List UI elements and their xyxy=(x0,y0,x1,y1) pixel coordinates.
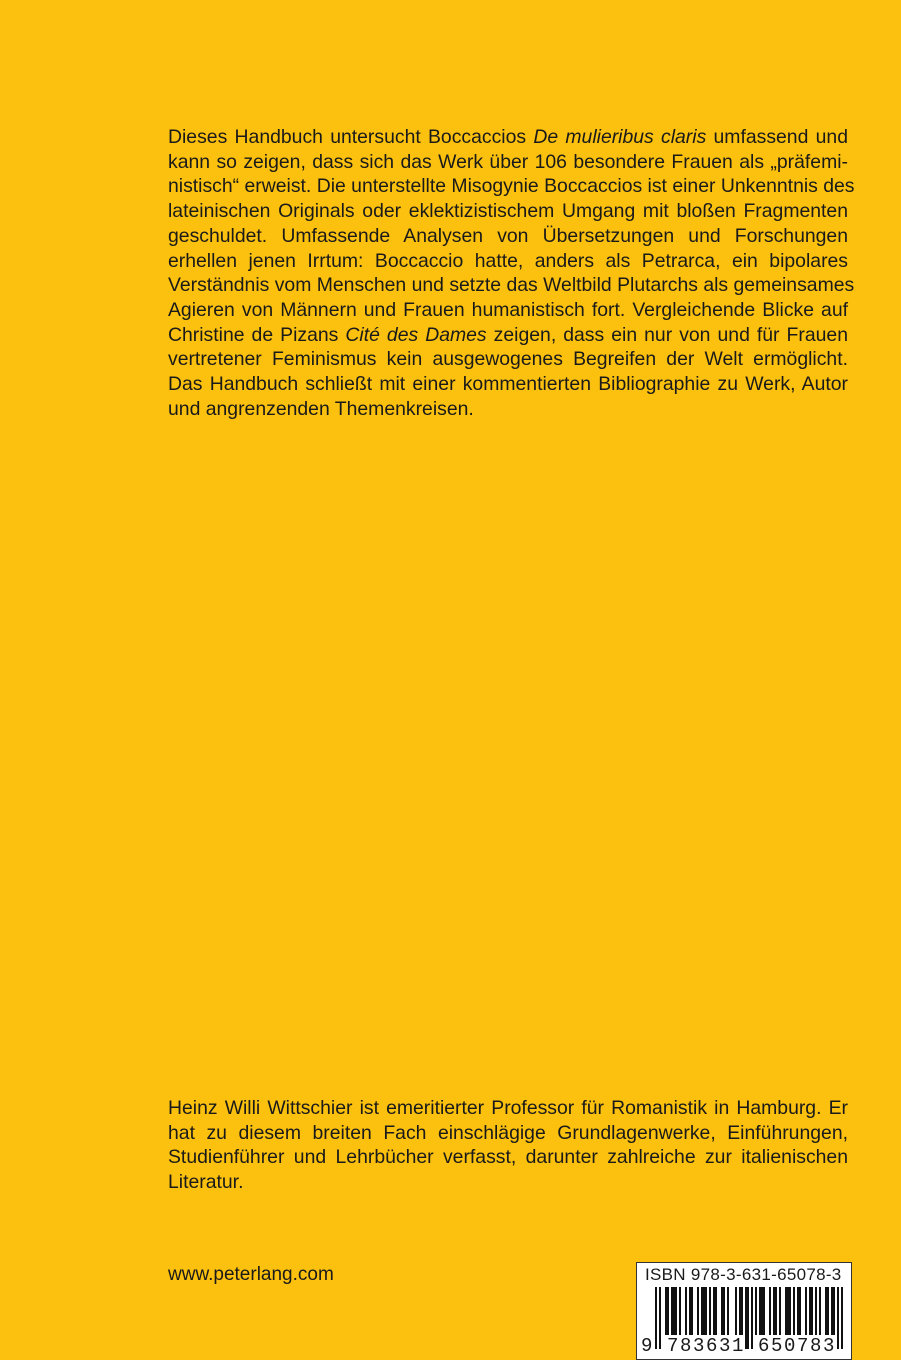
barcode-bar xyxy=(815,1287,817,1335)
barcode-bar xyxy=(685,1287,687,1335)
blurb-line-10: vertretener Feminismus kein ausgewogenes Begreifen der Welt ermöglicht. xyxy=(168,348,848,371)
blurb-line-3: nistisch“ erweist. Die unterstellte Misogynie Boccaccios ist einer Unkenntnis des xyxy=(168,175,855,198)
barcode-bar xyxy=(831,1287,833,1335)
barcode-bar xyxy=(805,1287,807,1335)
blurb-line-11: Das Handbuch schließt mit einer kommentierten Bibliographie zu Werk, Autor xyxy=(168,373,848,396)
blurb-line-1: Dieses Handbuch untersucht Boccaccios De mulieribus claris umfassend und xyxy=(168,126,848,148)
blurb-line-9: Christine de Pizans Cité des Dames zeigen, dass ein nur von und für Frauen xyxy=(168,323,848,346)
author-line-2: hat zu diesem breiten Fach einschlägige Grundlagenwerke, Einführungen, xyxy=(168,1121,848,1144)
barcode-bar xyxy=(785,1287,787,1335)
author-bio xyxy=(168,1096,848,1195)
isbn-label: ISBN 978-3-631-65078-3 xyxy=(645,1265,842,1284)
barcode-bar xyxy=(811,1287,813,1335)
author-line-4: Literatur. xyxy=(168,1171,244,1194)
barcode-bar xyxy=(809,1287,811,1335)
barcode-digits: 9 783631 650783 xyxy=(641,1335,837,1357)
barcode-bar xyxy=(799,1287,801,1335)
barcode-bar xyxy=(689,1287,691,1335)
publisher-website: www.peterlang.com xyxy=(168,1264,334,1285)
barcode-bar xyxy=(773,1287,775,1335)
blurb-line-12: und angrenzenden Themenkreisen. xyxy=(168,397,474,420)
barcode-bar xyxy=(779,1287,781,1335)
blurb-line-6: erhellen jenen Irrtum: Boccaccio hatte, anders als Petrarca, ein bipolares xyxy=(168,249,848,272)
blurb-line-8: Agieren von Männern und Frauen humanistisch fort. Vergleichende Blicke auf xyxy=(168,298,848,321)
barcode-bar xyxy=(721,1287,723,1335)
barcode-bar xyxy=(701,1287,703,1335)
barcode-bar xyxy=(697,1287,699,1335)
isbn-barcode xyxy=(636,1262,852,1360)
cite-des-dames-italic: Cité des Dames xyxy=(345,323,487,346)
author-line-3: Studienführer und Lehrbücher verfasst, darunter zahlreiche zur italienischen xyxy=(168,1146,848,1169)
barcode-bar xyxy=(739,1287,741,1335)
blurb-line-7: Verständnis vom Menschen und setzte das Weltbild Plutarchs als gemeinsames xyxy=(168,274,855,297)
barcode-bar xyxy=(825,1287,827,1335)
barcode-bar xyxy=(827,1287,829,1335)
barcode-bar xyxy=(679,1287,681,1335)
barcode-bar xyxy=(833,1287,835,1335)
barcode-bar xyxy=(705,1287,707,1335)
barcode-bar xyxy=(763,1287,765,1335)
barcode-bar xyxy=(709,1287,711,1335)
barcode-bar xyxy=(789,1287,791,1335)
barcode-bar xyxy=(727,1287,729,1335)
author-line-1: Heinz Willi Wittschier ist emeritierter Professor für Romanistik in Hamburg. Er xyxy=(168,1097,848,1119)
barcode-bar xyxy=(675,1287,677,1335)
blurb-line-4: lateinischen Originals oder eklektizistischem Umgang mit bloßen Fragmenten xyxy=(168,200,848,223)
barcode-bar xyxy=(673,1287,675,1335)
barcode-bar xyxy=(769,1287,771,1335)
barcode-bar xyxy=(787,1287,789,1335)
barcode-bar xyxy=(793,1287,795,1335)
barcode-bar xyxy=(735,1287,737,1335)
blurb-line-5: geschuldet. Umfassende Analysen von Übersetzungen und Forschungen xyxy=(168,224,848,247)
barcode-bar xyxy=(713,1287,715,1335)
barcode-bar xyxy=(797,1287,799,1335)
barcode-bar xyxy=(741,1287,743,1335)
barcode-bar xyxy=(819,1287,821,1335)
barcode-bar xyxy=(671,1287,673,1335)
barcode-bar xyxy=(703,1287,705,1335)
blurb-line-2: kann so zeigen, dass sich das Werk über 106 besondere Frauen als „präfemi- xyxy=(168,150,848,173)
barcode-bar xyxy=(759,1287,761,1335)
barcode-bar xyxy=(667,1287,669,1335)
barcode-bar xyxy=(691,1287,693,1335)
barcode-bar xyxy=(715,1287,717,1335)
book-blurb xyxy=(168,125,855,421)
book-title-italic: De mulieribus claris xyxy=(533,126,707,148)
barcode-bar xyxy=(761,1287,763,1335)
barcode-bar xyxy=(775,1287,777,1335)
barcode-bar xyxy=(755,1287,757,1335)
barcode-bar xyxy=(665,1287,667,1335)
barcode-bar xyxy=(723,1287,725,1335)
